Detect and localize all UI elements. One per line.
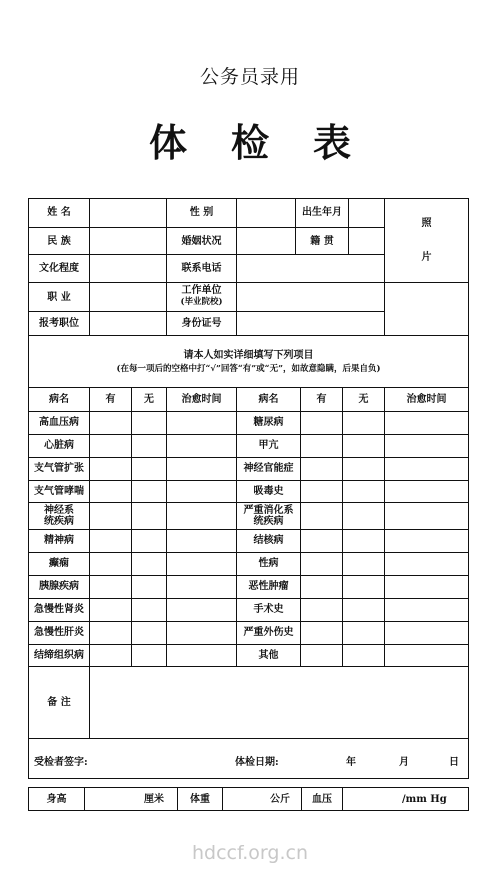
- label-examinee-signature: 受检者签字:: [34, 757, 88, 768]
- header-cure-time-right: 治愈时间: [406, 394, 447, 405]
- label-photo-2: 片: [421, 252, 432, 263]
- label-cm: 厘米: [144, 794, 164, 805]
- label-native-place: 籍 贯: [310, 236, 334, 247]
- disease-right-1: 糖尿病: [253, 417, 284, 428]
- disease-left-2: 心脏病: [44, 440, 74, 451]
- disease-left-1: 高血压病: [39, 417, 79, 428]
- disease-right-8: 恶性肿瘤: [248, 581, 289, 592]
- disease-right-7: 性病: [258, 558, 279, 569]
- label-gender: 性 别: [189, 207, 214, 218]
- label-height: 身高: [46, 794, 67, 805]
- title-char-2: 检: [230, 120, 269, 165]
- label-kg: 公斤: [270, 794, 290, 805]
- label-contact-phone: 联系电话: [181, 263, 222, 274]
- disease-right-2: 甲亢: [258, 440, 279, 451]
- title-char-1: 体: [148, 120, 187, 165]
- disease-left-11: 结缔组织病: [34, 650, 84, 661]
- watermark: hdccf.org.cn: [191, 842, 309, 864]
- header-no-left: 无: [144, 394, 154, 405]
- disease-right-5: 严重消化系 统疾病: [243, 505, 294, 527]
- disease-right-11: 其他: [258, 650, 279, 661]
- label-remarks: 备 注: [47, 697, 71, 708]
- disease-right-6: 结核病: [253, 535, 284, 546]
- disease-left-9: 急慢性肾炎: [34, 604, 84, 615]
- disease-left-6: 精神病: [44, 535, 74, 546]
- label-mmhg: /mm Hg: [402, 794, 447, 805]
- disease-right-3: 神经官能症: [243, 463, 294, 474]
- disease-left-3: 支气管扩张: [34, 463, 84, 474]
- disease-left-5: 神经系 统疾病: [44, 505, 74, 527]
- header-no-right: 无: [358, 394, 369, 405]
- form-subtitle: 公务员录用: [199, 66, 300, 88]
- title-char-3: 表: [313, 120, 352, 165]
- label-ethnicity: 民 族: [47, 236, 71, 247]
- label-work-unit: 工作单位: [181, 285, 222, 296]
- header-yes-right: 有: [316, 394, 327, 405]
- label-weight: 体重: [190, 794, 210, 805]
- label-blood-pressure: 血压: [312, 794, 332, 805]
- disease-left-10: 急慢性肝炎: [34, 627, 84, 638]
- label-occupation: 职 业: [47, 292, 71, 303]
- label-name: 姓 名: [47, 207, 71, 218]
- label-marital: 婚姻状况: [181, 236, 222, 247]
- label-day: 日: [449, 757, 459, 768]
- label-work-unit-school: (毕业院校): [180, 297, 223, 307]
- header-cure-time-left: 治愈时间: [181, 394, 222, 405]
- disease-left-7: 癫痫: [49, 558, 69, 569]
- label-id-number: 身份证号: [181, 318, 222, 329]
- disease-left-8: 胰腺疾病: [39, 581, 79, 592]
- header-disease-right: 病名: [258, 394, 279, 405]
- label-photo-1: 照: [421, 218, 432, 229]
- header-yes-left: 有: [105, 394, 116, 405]
- label-applied-position: 报考职位: [39, 318, 79, 329]
- disease-right-4: 吸毒史: [253, 486, 284, 497]
- label-education: 文化程度: [39, 263, 79, 274]
- disease-left-4: 支气管哮喘: [34, 486, 84, 497]
- label-exam-date: 体检日期:: [235, 757, 279, 768]
- label-year: 年: [346, 757, 356, 768]
- label-month: 月: [399, 757, 409, 768]
- instruction-line-1: 请本人如实详细填写下列项目: [183, 350, 314, 361]
- label-birth: 出生年月: [302, 207, 342, 218]
- disease-right-10: 严重外伤史: [243, 627, 294, 638]
- disease-right-9: 手术史: [253, 604, 284, 615]
- instruction-line-2: (在每一项后的空格中打“√”回答“有”或“无”，如故意隐瞒，后果自负): [116, 364, 381, 374]
- header-disease-left: 病名: [49, 394, 69, 405]
